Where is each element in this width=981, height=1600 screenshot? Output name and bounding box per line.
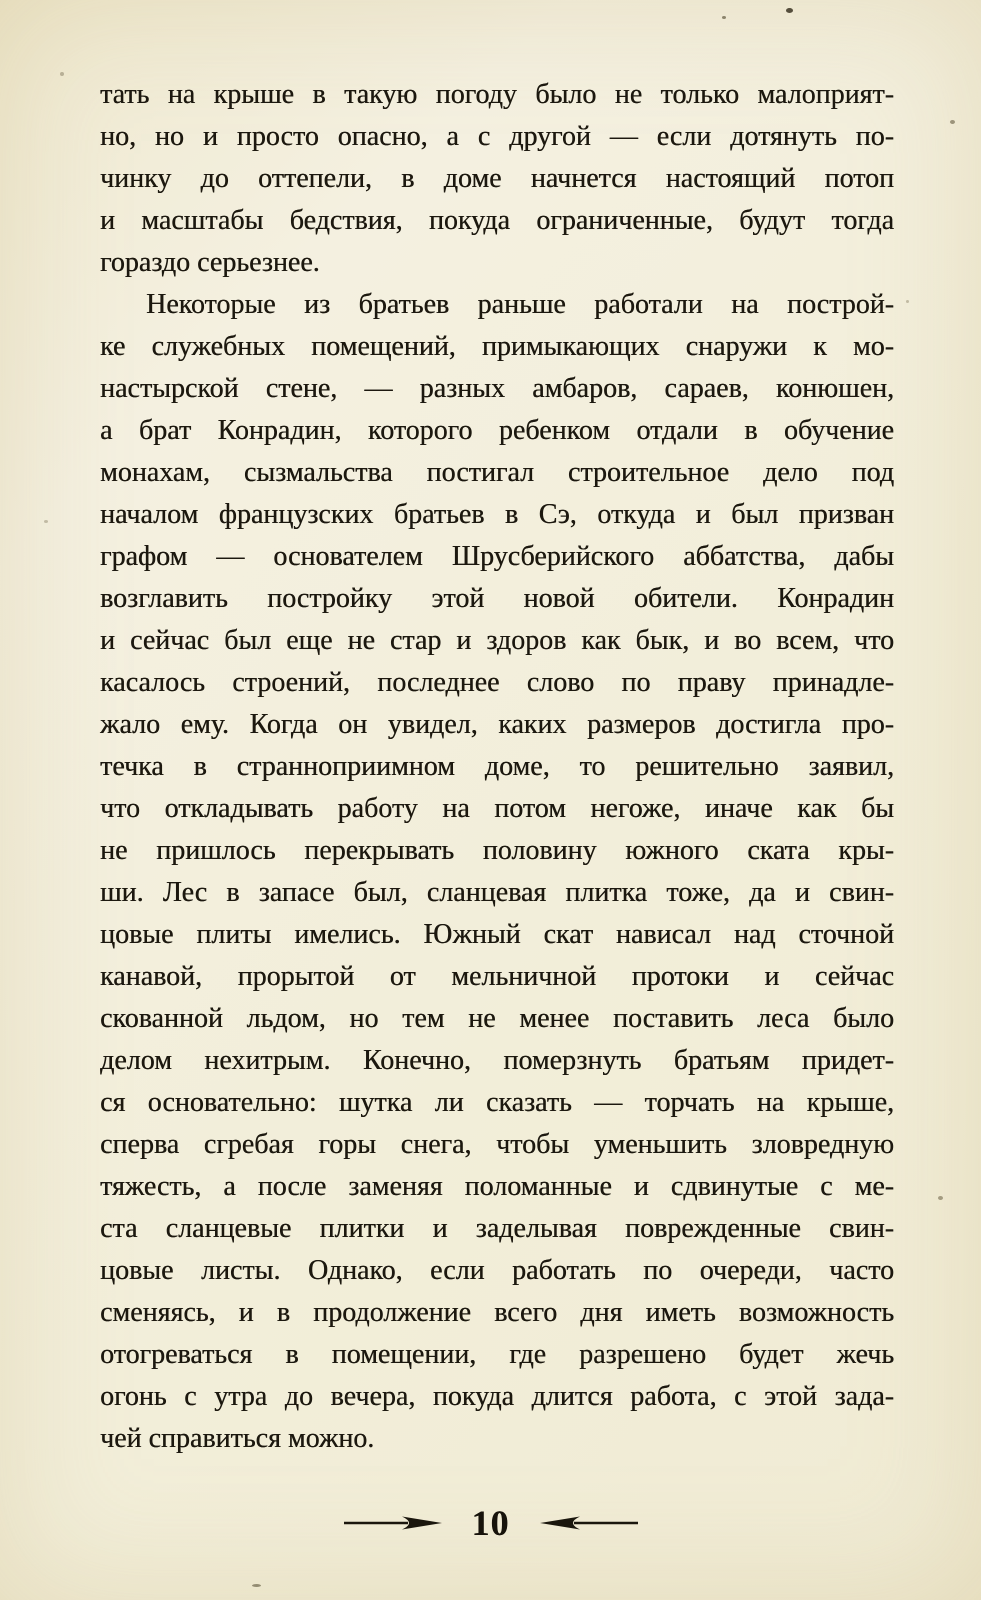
text-line: сменяясь, и в продолжение всего дня иметь возможность xyxy=(100,1297,894,1328)
text-line: тать на крыше в такую погоду было не только малоприят- xyxy=(100,79,894,110)
text-line: но, но и просто опасно, а с другой — если дотянуть по- xyxy=(100,121,894,152)
text-line: а брат Конрадин, которого ребенком отдали в обучение xyxy=(100,415,894,446)
text-line: канавой, прорытой от мельничной протоки и сейчас xyxy=(100,961,894,992)
text-line: скованной льдом, но тем не менее поставить леса было xyxy=(100,1003,894,1034)
arrow-left-ornament-icon xyxy=(540,1515,640,1531)
scan-speck xyxy=(252,1584,261,1587)
text-line: монахам, сызмальства постигал строительное дело под xyxy=(100,457,894,488)
text-line: делом нехитрым. Конечно, померзнуть братьям придет- xyxy=(100,1045,894,1076)
page-footer xyxy=(0,1496,981,1550)
scan-speck xyxy=(60,72,64,76)
text-line: огонь с утра до вечера, покуда длится работа, с этой зада- xyxy=(100,1381,894,1412)
paragraph xyxy=(100,284,894,1460)
text-line: течка в странноприимном доме, то решительно заявил, xyxy=(100,751,894,782)
scan-speck xyxy=(44,520,48,523)
text-line: настырской стене, — разных амбаров, сараев, конюшен, xyxy=(100,373,894,404)
text-line: тяжесть, а после заменяя поломанные и сдвинутые с ме- xyxy=(100,1171,894,1202)
text-line: сперва сгребая горы снега, чтобы уменьшить зловредную xyxy=(100,1129,894,1160)
text-line: не пришлось перекрывать половину южного ската кры- xyxy=(100,835,894,866)
text-line: жало ему. Когда он увидел, каких размеров достигла про- xyxy=(100,709,894,740)
page-number: 10 xyxy=(471,1503,510,1543)
text-line: началом французских братьев в Сэ, откуда и был призван xyxy=(100,499,894,530)
text-line: ке служебных помещений, примыкающих снаружи к мо- xyxy=(100,331,894,362)
text-line: ся основательно: шутка ли сказать — торчать на крыше, xyxy=(100,1087,894,1118)
scan-speck xyxy=(786,8,793,13)
scan-speck xyxy=(722,16,726,19)
text-line: ши. Лес в запасе был, сланцевая плитка тоже, да и свин- xyxy=(100,877,894,908)
text-line: отогреваться в помещении, где разрешено будет жечь xyxy=(100,1339,894,1370)
text-line: гораздо серьезнее. xyxy=(100,247,320,278)
text-line: возглавить постройку этой новой обители. Конрадин xyxy=(100,583,894,614)
text-line: касалось строений, последнее слово по праву принадле- xyxy=(100,667,894,698)
text-block xyxy=(100,74,894,1460)
text-line: что откладывать работу на потом негоже, иначе как бы xyxy=(100,793,894,824)
scan-speck xyxy=(906,300,909,303)
text-line: и масштабы бедствия, покуда ограниченные, будут тогда xyxy=(100,205,894,236)
text-line: и сейчас был еще не стар и здоров как бык, и во всем, что xyxy=(100,625,894,656)
paragraph xyxy=(100,74,894,284)
scan-speck xyxy=(938,1196,943,1200)
scan-speck xyxy=(950,120,955,124)
text-line: чинку до оттепели, в доме начнется настоящий потоп xyxy=(100,163,894,194)
text-line: цовые листы. Однако, если работать по очереди, часто xyxy=(100,1255,894,1286)
text-line: чей справиться можно. xyxy=(100,1423,375,1454)
arrow-right-ornament-icon xyxy=(342,1515,442,1531)
text-line: Некоторые из братьев раньше работали на построй- xyxy=(146,289,894,320)
text-line: цовые плиты имелись. Южный скат нависал над сточной xyxy=(100,919,894,950)
text-line: ста сланцевые плитки и заделывая поврежденные свин- xyxy=(100,1213,894,1244)
text-line: графом — основателем Шрусберийского аббатства, дабы xyxy=(100,541,894,572)
